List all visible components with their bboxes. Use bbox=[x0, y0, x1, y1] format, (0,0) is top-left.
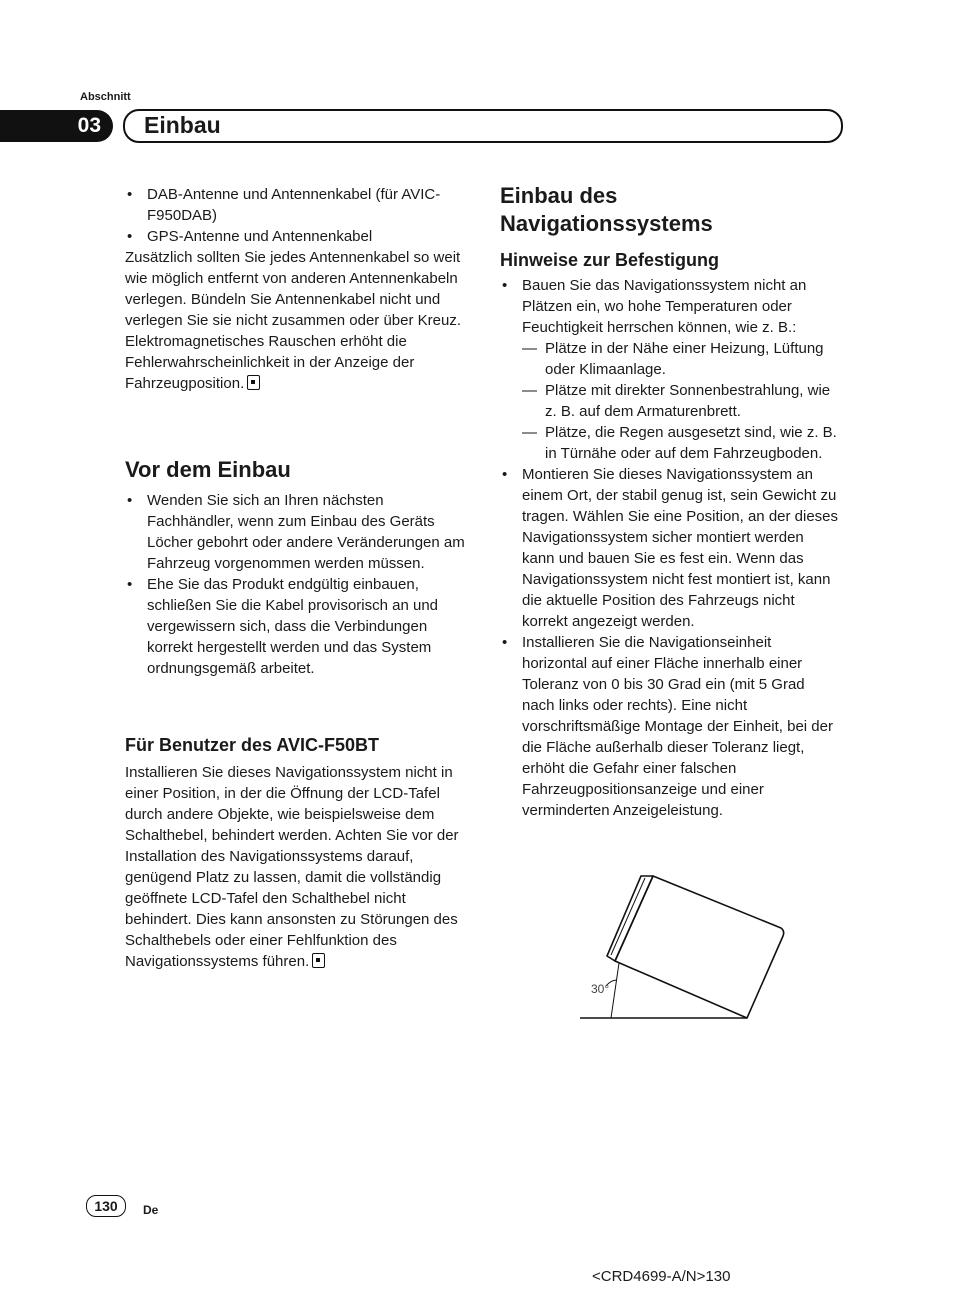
hinweise-bullet-list bbox=[500, 275, 840, 821]
language-code: De bbox=[143, 1203, 159, 1217]
left-column bbox=[125, 184, 465, 394]
section-title: Einbau bbox=[144, 112, 221, 138]
dash-item: — Plätze, die Regen ausgesetzt sind, wie z. B. in Türnähe oder auf dem Fahrzeugboden. bbox=[522, 422, 840, 464]
heading-line-2: Navigationssystems bbox=[500, 211, 713, 236]
vor-dem-einbau-section bbox=[125, 456, 465, 679]
heading-hinweise: Hinweise zur Befestigung bbox=[500, 250, 720, 270]
heading-vor-dem-einbau: Vor dem Einbau bbox=[125, 457, 291, 482]
avic-paragraph bbox=[125, 762, 465, 972]
list-item: • DAB-Antenne und Antennenkabel (für AVIC-F950DAB) bbox=[125, 184, 465, 226]
section-number: 03 bbox=[77, 114, 101, 137]
navigation-unit-edge bbox=[611, 878, 645, 955]
vor-bullet-list bbox=[125, 490, 465, 679]
dash-list bbox=[522, 338, 840, 464]
document-code: <CRD4699-A/N>130 bbox=[592, 1268, 731, 1285]
angle-reference-line bbox=[611, 963, 619, 1018]
dash-item: — Plätze in der Nähe einer Heizung, Lüftung oder Klimaanlage. bbox=[522, 338, 840, 380]
navigation-unit-body bbox=[615, 876, 784, 1018]
section-title-frame bbox=[123, 109, 843, 143]
list-item: • GPS-Antenne und Antennenkabel bbox=[125, 226, 465, 247]
dash-item: — Plätze mit direkter Sonnenbestrahlung, wie z. B. auf dem Armaturenbrett. bbox=[522, 380, 840, 422]
end-mark-icon bbox=[312, 953, 325, 968]
angle-label: 30° bbox=[591, 982, 610, 996]
list-item: • Montieren Sie dieses Navigationssystem an einem Ort, der stabil genug ist, sein Gewicht zu tragen. Wählen Sie eine Position, an der dieses Navigationssystem sicher montiert werden kann und bauen Sie es fest ein. Wenn das Navigationssystem nicht fest montiert ist, kann die aktuelle Position des Fahrzeugs nicht korrekt angezeigt werden. bbox=[500, 464, 840, 632]
list-item: • Wenden Sie sich an Ihren nächsten Fachhändler, wenn zum Einbau des Geräts Löcher gebohrt oder andere Veränderungen am Fahrzeug vorgenommen werden müssen. bbox=[125, 490, 465, 574]
list-item: • Ehe Sie das Produkt endgültig einbauen, schließen Sie die Kabel provisorisch an und vergewissern sich, dass die Verbindungen korrekt hergestellt werden und das System ordnungsgemäß arbeitet. bbox=[125, 574, 465, 679]
avic-paragraph-text: Installieren Sie dieses Navigationssystem nicht in einer Position, in der die Öffnung der LCD-Tafel durch andere Objekte, wie beispielsweise dem Schalthebel, behindert werden. Achten Sie vor der Installation des Navigationssystems darauf, genügend Platz zu lassen, damit die vollständig geöffnete LCD-Tafel den Schalthebel nicht behindert. Dies kann ansonsten zu Störungen des Schalthebels oder einer Fehlfunktion des Navigationssystems führen. bbox=[125, 764, 459, 970]
section-label: Abschnitt bbox=[80, 91, 131, 103]
heading-einbau-navigationssystem bbox=[500, 182, 840, 238]
page-number-badge: 130 bbox=[86, 1195, 126, 1217]
bullet-text: Bauen Sie das Navigationssystem nicht an Plätzen ein, wo hohe Temperaturen oder Feuchtigkeit herrschen können, wie z. B.: bbox=[522, 277, 807, 336]
avic-section bbox=[125, 734, 465, 972]
heading-avic-f50bt: Für Benutzer des AVIC-F50BT bbox=[125, 735, 380, 755]
intro-bullet-list bbox=[125, 184, 465, 247]
heading-line-1: Einbau des bbox=[500, 183, 618, 208]
intro-paragraph-text: Zusätzlich sollten Sie jedes Antennenkabel so weit wie möglich entfernt von anderen Antennenkabeln verlegen. Bündeln Sie Antennenkabel nicht und verlegen Sie sie nicht zusammen oder über Kreuz. Elektromagnetisches Rauschen erhöht die Fehlerwahrscheinlichkeit in der Anzeige der Fahrzeugposition. bbox=[125, 249, 462, 392]
list-item bbox=[500, 275, 840, 464]
section-number-badge bbox=[0, 110, 113, 142]
mounting-angle-diagram bbox=[575, 868, 795, 1023]
right-column bbox=[500, 182, 840, 821]
list-item: • Installieren Sie die Navigationseinheit horizontal auf einer Fläche innerhalb einer Toleranz von 0 bis 30 Grad ein (mit 5 Grad nach links oder rechts). Eine nicht vorschriftsmäßige Montage der Einheit, bei der die Fläche außerhalb dieser Toleranz liegt, erhöht die Gefahr einer falschen Fahrzeugpositionsanzeige und einer verminderten Anzeigeleistung. bbox=[500, 632, 840, 821]
end-mark-icon bbox=[247, 375, 260, 390]
intro-paragraph bbox=[125, 247, 465, 394]
